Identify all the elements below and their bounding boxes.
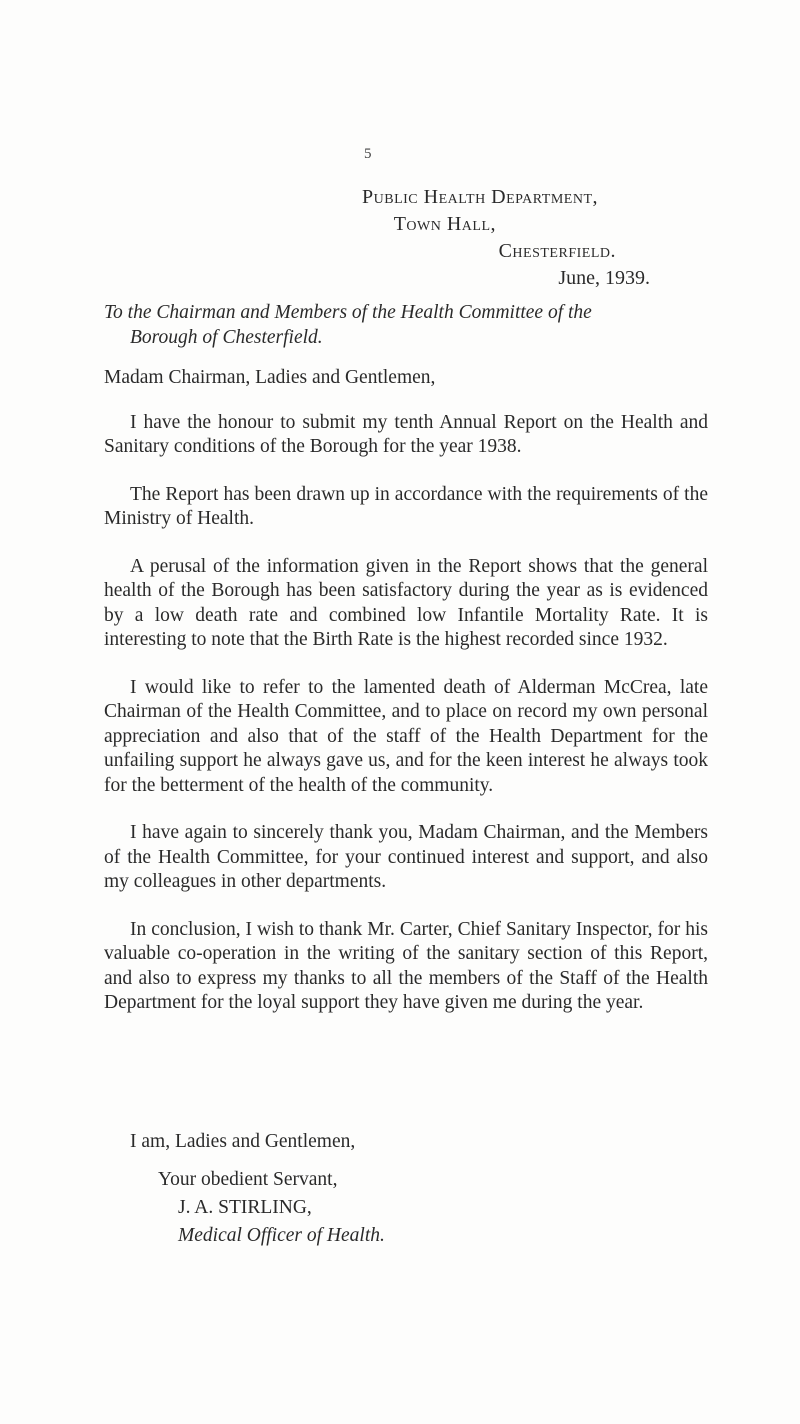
- letter-closing: [130, 1128, 730, 1250]
- signature-title: Medical Officer of Health.: [178, 1225, 385, 1246]
- addressee: [104, 300, 704, 350]
- letter-date: June, 1939.: [558, 267, 650, 289]
- paragraph-5: I have again to sincerely thank you, Madam Chairman, and the Members of the Health Committee, for your continued interest and support, and also my colleagues in other departments.: [104, 822, 708, 892]
- closing-line: I am, Ladies and Gentlemen,: [130, 1131, 356, 1152]
- paragraph-2: The Report has been drawn up in accordance with the requirements of the Ministry of Health.: [104, 483, 708, 529]
- sender-address: [362, 184, 650, 292]
- paragraph-4: I would like to refer to the lamented death of Alderman McCrea, late Chairman of the Health Committee, and to place on record my own personal appreciation and also that of the staff of the Health Department for the unfailing support he always gave us, and for the keen interest he always took for the betterment of the health of the community.: [104, 676, 708, 796]
- letter-body: [104, 366, 708, 1039]
- paragraph-1: I have the honour to submit my tenth Annual Report on the Health and Sanitary conditions of the Borough for the year 1938.: [104, 411, 708, 457]
- salutation: Madam Chairman, Ladies and Gentlemen,: [104, 367, 436, 388]
- complimentary-close: Your obedient Servant,: [158, 1169, 338, 1190]
- signature-name: J. A. STIRLING,: [178, 1197, 312, 1218]
- paragraph-6: In conclusion, I wish to thank Mr. Carter, Chief Sanitary Inspector, for his valuable co-operation in the writing of the sanitary section of this Report, and also to express my thanks to all the members of the Staff of the Health Department for the loyal support they have given me during the year.: [104, 918, 708, 1013]
- address-building: Town Hall,: [393, 213, 496, 235]
- addressee-line-2: Borough of Chesterfield.: [130, 327, 323, 348]
- address-department: Public Health Department,: [362, 186, 598, 208]
- address-town: Chesterfield.: [498, 240, 616, 262]
- page-number: 5: [364, 146, 372, 162]
- paragraph-3: A perusal of the information given in the Report shows that the general health of the Borough has been satisfactory during the year as is evidenced by a low death rate and combined low Infantile Mortality Rate. It is interesting to note that the Birth Rate is the highest recorded since 1932.: [104, 555, 708, 650]
- addressee-line-1: To the Chairman and Members of the Health Committee of the: [104, 302, 592, 323]
